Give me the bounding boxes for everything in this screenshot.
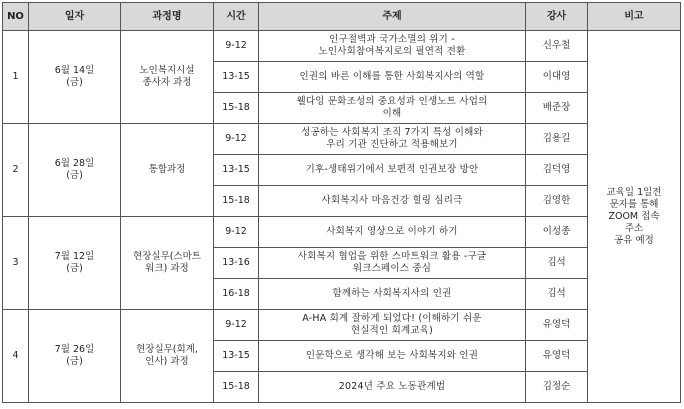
topic-line: 사회복지 협업을 위한 스마트워크 활용 -구글 [297,251,487,262]
schedule-table-wrapper [2,2,681,403]
session-topic [259,310,526,341]
topic-line: 2024년 주요 노동관계법 [338,381,446,392]
course-line: 인사) 과정 [145,356,189,367]
header-no: NO [3,3,29,31]
note-line: 문자를 통해 [609,198,659,210]
course-line: 현장실무(회계, [136,344,198,355]
session-time: 9-12 [214,310,259,341]
topic-line: 인권의 바른 이해를 통한 사회복지사의 역할 [299,71,485,82]
topic-line: 노인사회참여복지로의 필연적 전환 [318,46,466,57]
row-date [29,31,121,124]
row-date [29,310,121,403]
note-line: 주소 [624,222,644,234]
topic-line: 현실적인 회계교육) [350,325,434,336]
course-line: 노인복지시설 [139,65,195,76]
weekday-text: (금) [66,263,83,274]
topic-line: 인문학으로 생각해 보는 사회복지와 인권 [305,350,479,361]
session-time: 15-18 [214,93,259,124]
session-instructor: 배준장 [526,93,588,124]
session-instructor: 이성종 [526,217,588,248]
session-instructor: 이대영 [526,62,588,93]
session-instructor: 김석 [526,248,588,279]
session-topic [259,93,526,124]
date-text: 6월 28일 [54,158,95,169]
session-time: 15-18 [214,372,259,403]
row-no: 4 [3,310,29,403]
row-course [121,217,214,310]
table-row [3,124,681,155]
weekday-text: (금) [66,356,83,367]
session-time: 15-18 [214,186,259,217]
session-instructor: 김정순 [526,372,588,403]
note-cell [588,31,681,403]
row-date [29,217,121,310]
session-time: 13-16 [214,248,259,279]
table-row [3,31,681,62]
session-topic [259,341,526,372]
session-instructor: 신우철 [526,31,588,62]
session-time: 13-15 [214,62,259,93]
date-text: 6월 14일 [54,65,95,76]
topic-line: 웰다잉 문화조성의 중요성과 인생노트 사업의 [296,96,488,107]
row-no: 1 [3,31,29,124]
schedule-table [2,2,681,403]
session-topic [259,186,526,217]
session-topic [259,279,526,310]
row-course [121,124,214,217]
note-line: 공유 예정 [614,234,654,246]
table-row [3,217,681,248]
row-course [121,310,214,403]
session-topic [259,155,526,186]
header-row [3,3,681,31]
date-text: 7월 12일 [54,251,95,262]
topic-line: 워크스페이스 중심 [352,263,432,274]
topic-line: 우리 기관 진단하고 적용해보기 [326,139,458,150]
row-no: 2 [3,124,29,217]
session-time: 9-12 [214,217,259,248]
session-topic [259,372,526,403]
session-instructor: 김용길 [526,124,588,155]
session-instructor: 김석 [526,279,588,310]
session-instructor: 유영덕 [526,341,588,372]
header-course: 과정명 [121,3,214,31]
topic-line: 이해 [382,108,402,119]
weekday-text: (금) [66,170,83,181]
topic-line: 사회복지사 마음건강 힐링 심리극 [321,195,463,206]
topic-line: 성공하는 사회복지 조직 7가지 특성 이해와 [301,127,483,138]
session-topic [259,248,526,279]
topic-line: 인구절벽과 국가소멸의 위기 - [329,34,455,45]
session-instructor: 김영한 [526,186,588,217]
session-time: 9-12 [214,31,259,62]
topic-line: 함께하는 사회복지사의 인권 [332,288,452,299]
topic-line: A-HA 회계 잘하게 되었다! (이해하기 쉬운 [302,313,482,324]
course-line: 종사자 과정 [142,77,192,88]
weekday-text: (금) [66,77,83,88]
course-line: 워크) 과정 [145,263,189,274]
topic-line: 기후-생태위기에서 보편적 인권보장 방안 [305,164,479,175]
session-time: 13-15 [214,341,259,372]
topic-line: 사회복지 영상으로 이야기 하기 [326,226,458,237]
header-note: 비고 [588,3,681,31]
row-no: 3 [3,217,29,310]
row-date [29,124,121,217]
header-time: 시간 [214,3,259,31]
row-course [121,31,214,124]
note-line: ZOOM 접속 [608,210,660,222]
note-line: 교육일 1일전 [606,186,662,198]
table-row [3,310,681,341]
session-topic [259,217,526,248]
session-topic [259,62,526,93]
header-topic: 주제 [259,3,526,31]
session-topic [259,31,526,62]
header-instructor: 강사 [526,3,588,31]
course-line: 통합과정 [148,164,186,175]
header-date: 일자 [29,3,121,31]
session-instructor: 유영덕 [526,310,588,341]
date-text: 7월 26일 [54,344,95,355]
course-line: 현장실무(스마트 [133,251,201,262]
session-time: 9-12 [214,124,259,155]
session-instructor: 김덕영 [526,155,588,186]
session-time: 13-15 [214,155,259,186]
session-time: 16-18 [214,279,259,310]
session-topic [259,124,526,155]
